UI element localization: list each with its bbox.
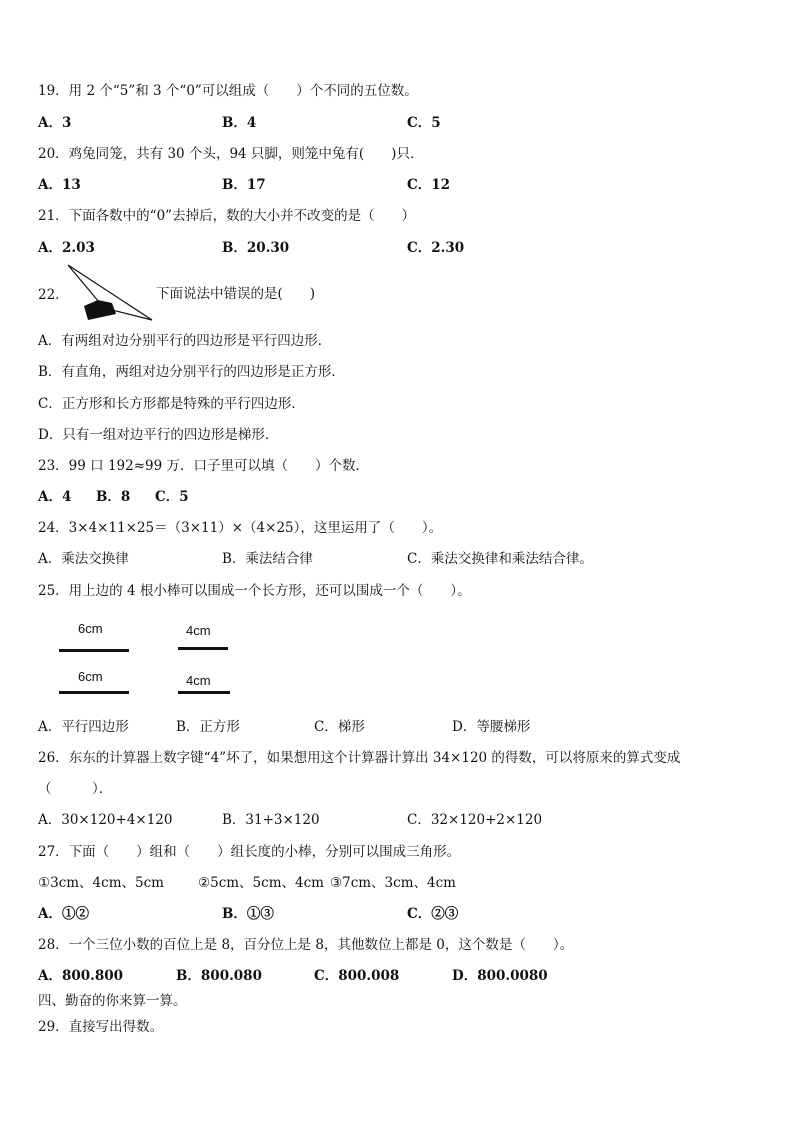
q27-option-c: C．②③ (407, 906, 459, 922)
q23-stem: 23．99 口 192≈99 万．口子里可以填（ ）个数． (38, 458, 369, 474)
stick-4cm-top (178, 647, 228, 650)
q28-option-a: A．800.800 (38, 968, 124, 984)
q26-stem-blank: （ ）． (38, 781, 113, 797)
q19-option-a: A．3 (38, 115, 72, 131)
q28-option-c: C．800.008 (314, 968, 400, 984)
q21-option-b: B．20.30 (222, 240, 290, 256)
q29-stem: 29．直接写出得数。 (38, 1019, 164, 1035)
q26-option-c: C．32×120+2×120 (407, 812, 543, 828)
q22-option-c: C．正方形和长方形都是特殊的平行四边形． (38, 396, 305, 412)
stick-label-1: 6cm (78, 621, 103, 636)
q27-option-b: B．①③ (222, 906, 274, 922)
black-quadrilateral-shape (84, 300, 116, 320)
q22-option-a: A．有两组对边分别平行的四边形是平行四边形． (38, 333, 332, 349)
q23-option-c: C．5 (155, 489, 189, 505)
q26-option-b: B．31+3×120 (222, 812, 320, 828)
q26-option-a: A．30×120+4×120 (38, 812, 173, 828)
q24-stem: 24．3×4×11×25＝（3×11）×（4×25），这里运用了（ ）。 (38, 520, 443, 536)
q22-option-b: B．有直角，两组对边分别平行的四边形是正方形． (38, 364, 345, 380)
q25-stem: 25．用上边的 4 根小棒可以围成一个长方形，还可以围成一个（ ）。 (38, 583, 471, 599)
q22-stem: 下面说法中错误的是( ) (156, 286, 316, 302)
stick-label-2: 4cm (186, 623, 211, 638)
q27-stem: 27．下面（ ）组和（ ）组长度的小棒，分别可以围成三角形。 (38, 844, 461, 860)
q27-option-a: A．①② (38, 906, 89, 922)
q24-option-b: B．乘法结合律 (222, 551, 313, 567)
stick-6cm-top (59, 649, 129, 652)
q22-option-d: D．只有一组对边平行的四边形是梯形． (38, 427, 279, 443)
q20-stem: 20．鸡兔同笼，共有 30 个头，94 只脚，则笼中兔有( )只． (38, 146, 424, 162)
q27-group-2: ②5cm、5cm、4cm (198, 875, 324, 891)
stick-label-3: 6cm (78, 669, 103, 684)
q20-option-a: A．13 (38, 177, 81, 193)
q23-option-b: B．8 (96, 489, 131, 505)
q22-number: 22． (38, 287, 69, 303)
q21-option-a: A．2.03 (38, 240, 95, 256)
q25-option-d: D．等腰梯形 (452, 719, 531, 735)
q27-group-3: ③7cm、3cm、4cm (330, 875, 456, 891)
q26-stem: 26．东东的计算器上数字键“4”坏了，如果想用这个计算器计算出 34×120 的得数，可以将原来的算式变成 (38, 750, 681, 766)
q19-option-b: B．4 (222, 115, 257, 131)
stick-6cm-bottom (59, 691, 129, 694)
stick-label-4: 4cm (186, 673, 211, 688)
q28-option-d: D．800.0080 (452, 968, 548, 984)
q28-stem: 28．一个三位小数的百位上是 8，百分位上是 8，其他数位上都是 0，这个数是（ ）。 (38, 937, 574, 953)
q24-option-a: A．乘法交换律 (38, 551, 129, 567)
q28-option-b: B．800.080 (176, 968, 262, 984)
q20-option-b: B．17 (222, 177, 266, 193)
q22-triangle-figure (64, 262, 154, 324)
q21-stem: 21．下面各数中的“0”去掉后，数的大小并不改变的是（ ） (38, 208, 416, 224)
q25-option-c: C．梯形 (314, 719, 365, 735)
q27-group-1: ①3cm、4cm、5cm (38, 875, 164, 891)
q25-option-b: B．正方形 (176, 719, 240, 735)
q19-option-c: C．5 (407, 115, 441, 131)
section-4-heading: 四、勤奋的你来算一算。 (38, 993, 187, 1009)
stick-4cm-bottom (178, 691, 230, 694)
q25-option-a: A．平行四边形 (38, 719, 129, 735)
q24-option-c: C．乘法交换律和乘法结合律。 (407, 551, 593, 567)
q23-option-a: A．4 (38, 489, 72, 505)
q19-stem: 19．用 2 个“5”和 3 个“0”可以组成（ ）个不同的五位数。 (38, 83, 418, 99)
q21-option-c: C．2.30 (407, 240, 465, 256)
q20-option-c: C．12 (407, 177, 451, 193)
